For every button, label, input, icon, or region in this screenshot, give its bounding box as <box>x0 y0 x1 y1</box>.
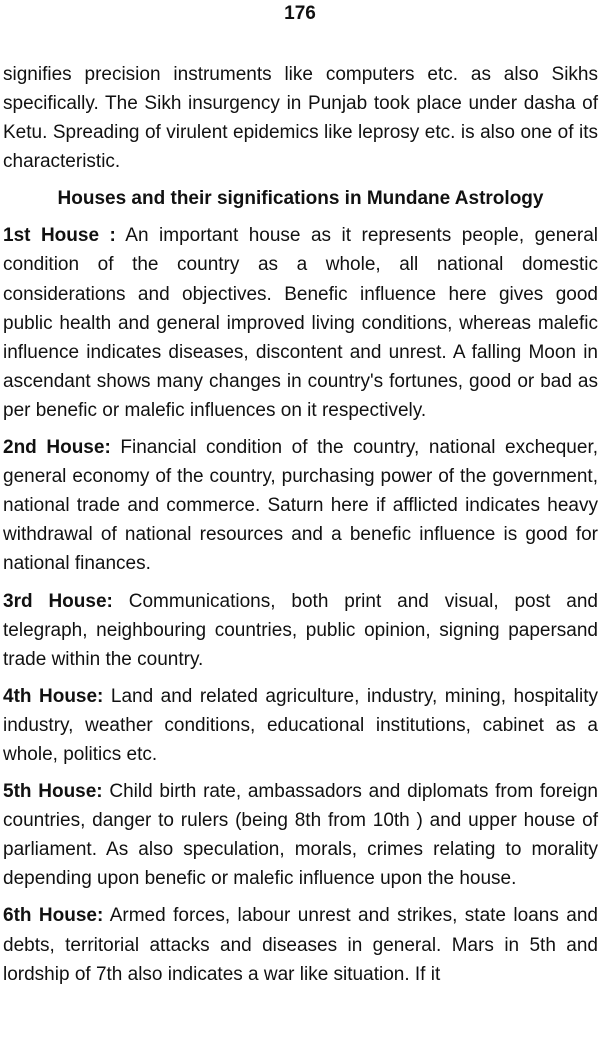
house-text-6: Armed forces, labour unrest and strikes, state loans and debts, territorial attacks and diseases in general. Mars in 5th and lordship of 7th also indicates a war like situation. If it <box>3 905 598 985</box>
page-body <box>3 60 598 997</box>
house-paragraph-2 <box>3 433 598 578</box>
house-paragraph-5 <box>3 777 598 893</box>
page-number: 176 <box>284 3 316 24</box>
house-term-4: 4th House: <box>3 685 104 707</box>
section-heading: Houses and their significations in Mundane Astrology <box>57 188 544 210</box>
house-text-3: Communications, both print and visual, post and telegraph, neighbouring countries, public opinion, signing papersand trade within the country. <box>3 590 598 670</box>
house-term-6: 6th House: <box>3 905 104 927</box>
house-paragraph-1 <box>3 221 598 425</box>
house-paragraph-4 <box>3 682 598 769</box>
house-text-1: An important house as it represents people, general condition of the country as a whole, all national domestic considerations and objectives. Benefic influence here gives good public health and general improved living conditions, whereas malefic influence indicates diseases, discontent and unrest. A falling Moon in ascendant shows many changes in country's fortunes, good or bad as per benefic or malefic influences on it respectively. <box>3 225 598 421</box>
house-paragraph-6 <box>3 901 598 988</box>
house-paragraph-3 <box>3 587 598 674</box>
house-text-2: Financial condition of the country, national exchequer, general economy of the country, purchasing power of the government, national trade and commerce. Saturn here if afflicted indicates heavy withdrawal of national resources and a benefic influence is good for national finances. <box>3 437 599 575</box>
house-term-1: 1st House : <box>3 225 116 247</box>
intro-paragraph: signifies precision instruments like computers etc. as also Sikhs specifically. The Sikh insurgency in Punjab took place under dasha of Ketu. Spreading of virulent epidemics like leprosy etc. is also one of its characteristic. <box>3 64 598 173</box>
house-term-2: 2nd House: <box>3 437 111 459</box>
house-text-5: Child birth rate, ambassadors and diplomats from foreign countries, danger to rulers (being 8th from 10th ) and upper house of parliament. As also speculation, morals, crimes relating to morality depending upon benefic or malefic influence upon the house. <box>3 781 598 890</box>
house-text-4: Land and related agriculture, industry, mining, hospitality industry, weather conditions, educational institutions, cabinet as a whole, politics etc. <box>3 685 598 765</box>
house-term-5: 5th House: <box>3 781 103 803</box>
house-term-3: 3rd House: <box>3 590 113 612</box>
